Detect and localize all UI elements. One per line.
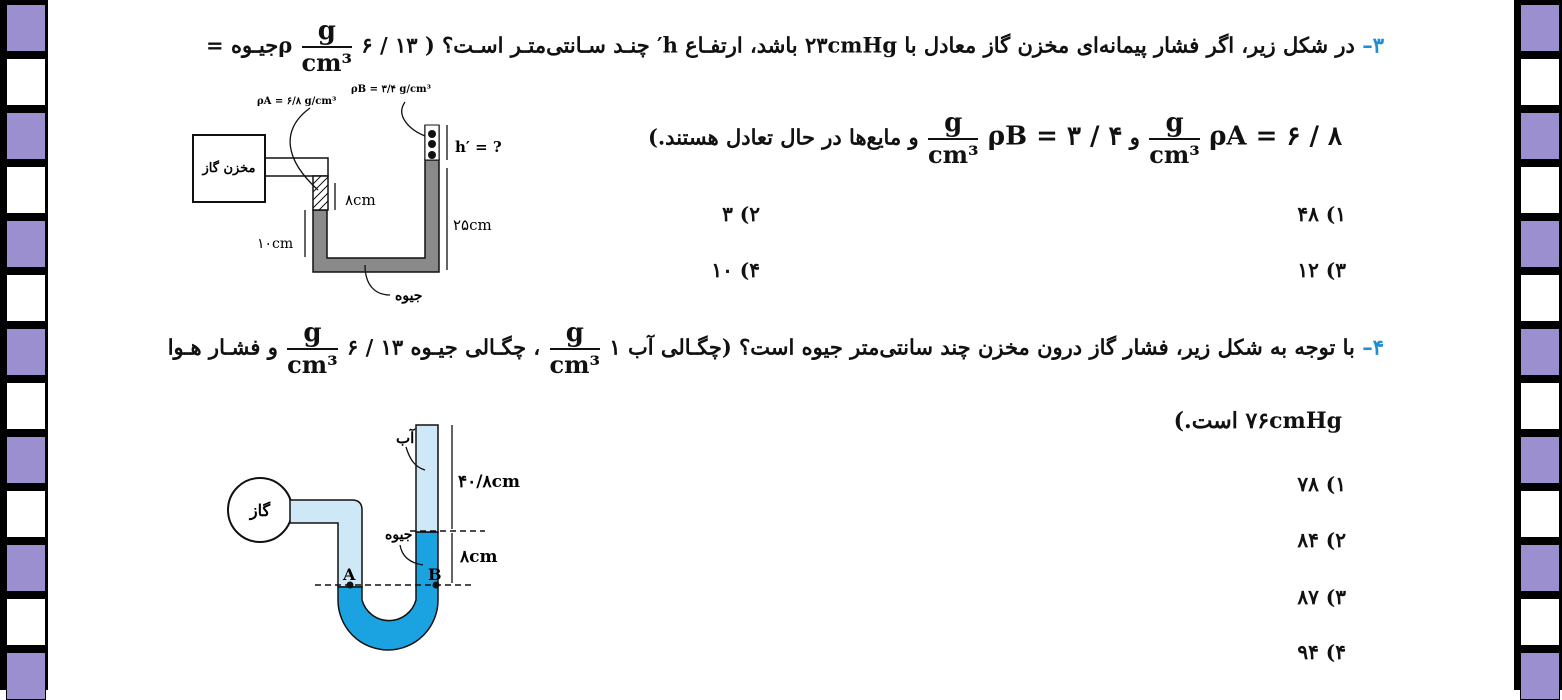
mercury-label: جیوه [395, 288, 423, 304]
film-cell [1520, 4, 1560, 52]
film-cell [6, 490, 46, 538]
mercury-label: جیوه [385, 527, 413, 543]
q4-option-3[interactable]: ۳) ۸۷ [1297, 585, 1346, 609]
film-cell [1520, 166, 1560, 214]
mercury-u-tube [313, 160, 439, 272]
q4-mercury-unit [287, 318, 338, 380]
point-b-label: B [428, 565, 442, 584]
frac-numerator: g [302, 16, 353, 48]
frac-numerator: g [1149, 108, 1200, 140]
film-cell [1520, 382, 1560, 430]
film-cell [6, 544, 46, 592]
q4-stem-line1 [168, 318, 1384, 380]
len-8-label: ۸cm [345, 191, 376, 209]
film-cell [1520, 112, 1560, 160]
film-cell [6, 220, 46, 268]
film-cell [6, 58, 46, 106]
frac-denominator: cm³ [301, 48, 353, 77]
q4-figure [220, 415, 550, 665]
film-cell [1520, 652, 1560, 700]
q3-rhoA: ρA = ۶ / ۸ [1209, 121, 1342, 152]
rhoB-label: ρB = ۳/۴ g/cm³ [351, 84, 432, 95]
q3-rho-hg-label: ρجیـوه = [206, 32, 293, 58]
frac-denominator: cm³ [927, 140, 979, 169]
q3-stem-line2 [648, 108, 1342, 170]
gas-label: گاز [249, 501, 271, 520]
film-cell [6, 436, 46, 484]
q4-number: ۴– [1362, 334, 1384, 360]
q3-stem-text: در شکل زیر، اگر فشار پیمانه‌ای مخزن گاز معادل با ۲۳cmHg باشد، ارتفـاع h′ چنـد سـانتی‌متـر اسـت؟ ( [424, 32, 1355, 58]
film-cell [6, 4, 46, 52]
q3-rho-hg-value: ۱۳ / ۶ [361, 32, 418, 58]
connection-pipe [265, 158, 328, 176]
rhoB-pointer [402, 102, 425, 136]
q4-mid-text: ، چگـالی جیـوه [410, 334, 541, 360]
q3-rhoB-unit [928, 108, 979, 170]
q4-water-density: ۱ [609, 334, 621, 360]
q3-density-unit [302, 16, 353, 78]
film-cell [6, 112, 46, 160]
film-cell [6, 328, 46, 376]
liquid-b-dot [428, 130, 436, 138]
q4-option-1[interactable]: ۱) ۷۸ [1297, 472, 1346, 496]
rhoA-label: ρA = ۶/۸ g/cm³ [257, 96, 337, 107]
h-prime-label: h′ = ? [455, 138, 502, 156]
point-a-label: A [343, 565, 356, 584]
q3-rhoA-unit [1149, 108, 1200, 170]
len-25-label: ۲۵cm [453, 216, 492, 234]
q4-water-unit [550, 318, 601, 380]
q3-stem-line1 [206, 16, 1384, 78]
q3-figure [185, 80, 525, 310]
film-cell [1520, 328, 1560, 376]
film-cell [6, 598, 46, 646]
film-cell [1520, 544, 1560, 592]
q4-stem-line2: ۷۶cmHg است.) [1173, 408, 1342, 434]
q3-stem-tail: و مایع‌ها در حال تعادل هستند.) [647, 124, 919, 150]
liquid-b-dot [428, 151, 436, 159]
film-cell [6, 652, 46, 700]
water-label: آب [396, 429, 415, 447]
q4-option-4[interactable]: ۴) ۹۴ [1297, 640, 1346, 664]
frac-numerator: g [928, 108, 979, 140]
len-10-label: ۱۰cm [257, 236, 294, 252]
q3-option-2[interactable]: ۲) ۳ [722, 202, 760, 226]
q3-option-4[interactable]: ۴) ۱۰ [711, 258, 760, 282]
frac-numerator: g [287, 318, 338, 350]
len-8-label: ۸cm [460, 547, 498, 567]
q3-rhoB: ρB = ۳ / ۴ [987, 121, 1123, 152]
q3-number: ۳– [1362, 32, 1384, 58]
left-filmstrip-border [0, 0, 48, 690]
film-cell [1520, 274, 1560, 322]
q4-option-2[interactable]: ۲) ۸۴ [1297, 528, 1346, 552]
film-cell [1520, 58, 1560, 106]
film-cell [1520, 598, 1560, 646]
frac-denominator: cm³ [1149, 140, 1200, 169]
q4-mercury-density: ۱۳ / ۶ [347, 334, 404, 360]
q3-option-1[interactable]: ۱) ۴۸ [1297, 202, 1346, 226]
frac-denominator: cm³ [549, 350, 601, 379]
right-filmstrip-border [1514, 0, 1562, 690]
liquid-b-dot [428, 140, 436, 148]
film-cell [1520, 436, 1560, 484]
film-cell [1520, 490, 1560, 538]
q4-stem-text: با توجه به شکل زیر، فشار گاز درون مخزن چند سانتی‌متر جیوه است؟ (چگـالی آب [627, 334, 1355, 360]
q3-option-3[interactable]: ۳) ۱۲ [1297, 258, 1346, 282]
film-cell [6, 274, 46, 322]
len-408-label: ۴۰/۸cm [458, 472, 520, 492]
gas-tank-label: مخزن گاز [202, 161, 256, 176]
q4-tail-text: و فشـار هـوا [167, 334, 278, 360]
q3-and: و [1129, 124, 1140, 150]
film-cell [6, 166, 46, 214]
film-cell [1520, 220, 1560, 268]
water-column [416, 425, 438, 532]
frac-numerator: g [550, 318, 601, 350]
frac-denominator: cm³ [287, 350, 338, 379]
film-cell [6, 382, 46, 430]
